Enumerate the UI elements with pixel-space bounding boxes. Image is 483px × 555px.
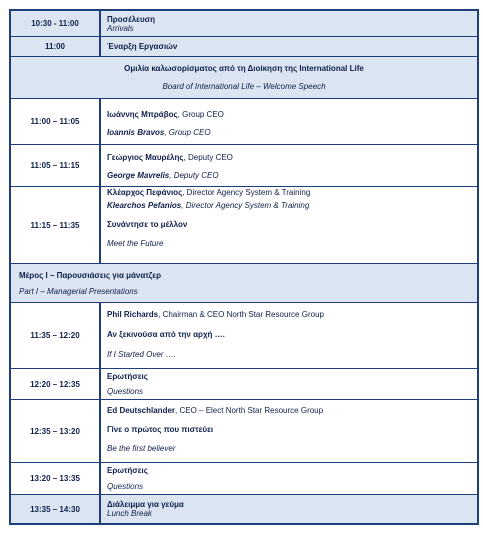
item-title: Ερωτήσεις [107,372,148,381]
section-subtitle: Board of International Life – Welcome Speech [162,81,326,91]
agenda-row-richards [11,303,477,369]
time-cell: 11:05 – 11:15 [11,145,101,186]
topic-english: Be the first believer [107,444,176,453]
speaker-greek: Γεώργιος Μαυρέλης, Deputy CEO [107,153,233,163]
speaker: Ed Deutschlander, CEO – Elect North Star Resource Group [107,406,324,415]
agenda-row-questions-1 [11,369,477,400]
description-cell [101,369,477,399]
time-cell: 11:00 [11,37,101,56]
speaker: Phil Richards, Chairman & CEO North Star Resource Group [107,309,324,319]
item-title: Διάλειμμα για γεύμα [107,500,184,509]
topic-english: If I Started Over …. [107,349,176,359]
time-cell: 13:20 – 13:35 [11,463,101,494]
section-subtitle: Part I – Managerial Presentations [19,286,138,296]
section-cell [11,57,477,98]
description-cell [101,145,477,186]
description-cell [101,495,477,523]
time-cell: 12:20 – 12:35 [11,369,101,399]
topic-english: Meet the Future [107,239,164,248]
topic-greek: Αν ξεκινούσα από την αρχή …. [107,329,225,339]
speaker-english: Klearchos Pefanios, Director Agency System & Training [107,201,310,210]
time-cell: 11:15 – 11:35 [11,187,101,263]
item-title: Προσέλευση [107,14,155,24]
speaker-greek: Ιωάννης Μπράβος, Group CEO [107,109,224,119]
description-cell [101,37,477,56]
item-title: Έναρξη Εργασιών [107,42,178,51]
speaker-english: Ioannis Bravos, Group CEO [107,128,211,138]
description-cell [101,463,477,494]
time-cell: 11:35 – 12:20 [11,303,101,368]
item-subtitle: Lunch Break [107,509,152,518]
description-cell [101,187,477,263]
description-cell [101,11,477,36]
speaker-greek: Κλέαρχος Πεφάνιος, Director Agency System & Training [107,188,311,197]
item-subtitle: Questions [107,481,144,491]
section-title: Ομιλία καλωσορίσματος από τη Διοίκηση της International Life [124,64,364,74]
time-cell: 10:30 - 11:00 [11,11,101,36]
agenda-row-welcome-speech [11,57,477,99]
speaker-english: George Mavrelis, Deputy CEO [107,170,219,180]
time-cell: 12:35 – 13:20 [11,400,101,462]
agenda-row-part-one [11,264,477,303]
agenda-row-mavrelis [11,145,477,187]
item-title: Ερωτήσεις [107,466,148,476]
item-subtitle: Arrivals [107,23,134,33]
agenda-row-lunch [11,495,477,523]
topic-greek: Γίνε ο πρώτος που πιστεύει [107,425,214,434]
description-cell [101,99,477,144]
topic-greek: Συνάντησε το μέλλον [107,220,188,229]
agenda-row-bravos [11,99,477,145]
agenda-row-deutschlander [11,400,477,463]
section-cell [11,264,477,302]
description-cell [101,400,477,462]
agenda-row-arrivals [11,11,477,37]
agenda-row-questions-2 [11,463,477,495]
time-cell: 11:00 – 11:05 [11,99,101,144]
agenda-table [9,9,479,525]
item-subtitle: Questions [107,387,144,396]
section-title: Μέρος Ι – Παρουσιάσεις για μάνατζερ [19,270,162,280]
description-cell [101,303,477,368]
time-cell: 13:35 – 14:30 [11,495,101,523]
agenda-row-opening [11,37,477,57]
agenda-row-pefanios [11,187,477,264]
